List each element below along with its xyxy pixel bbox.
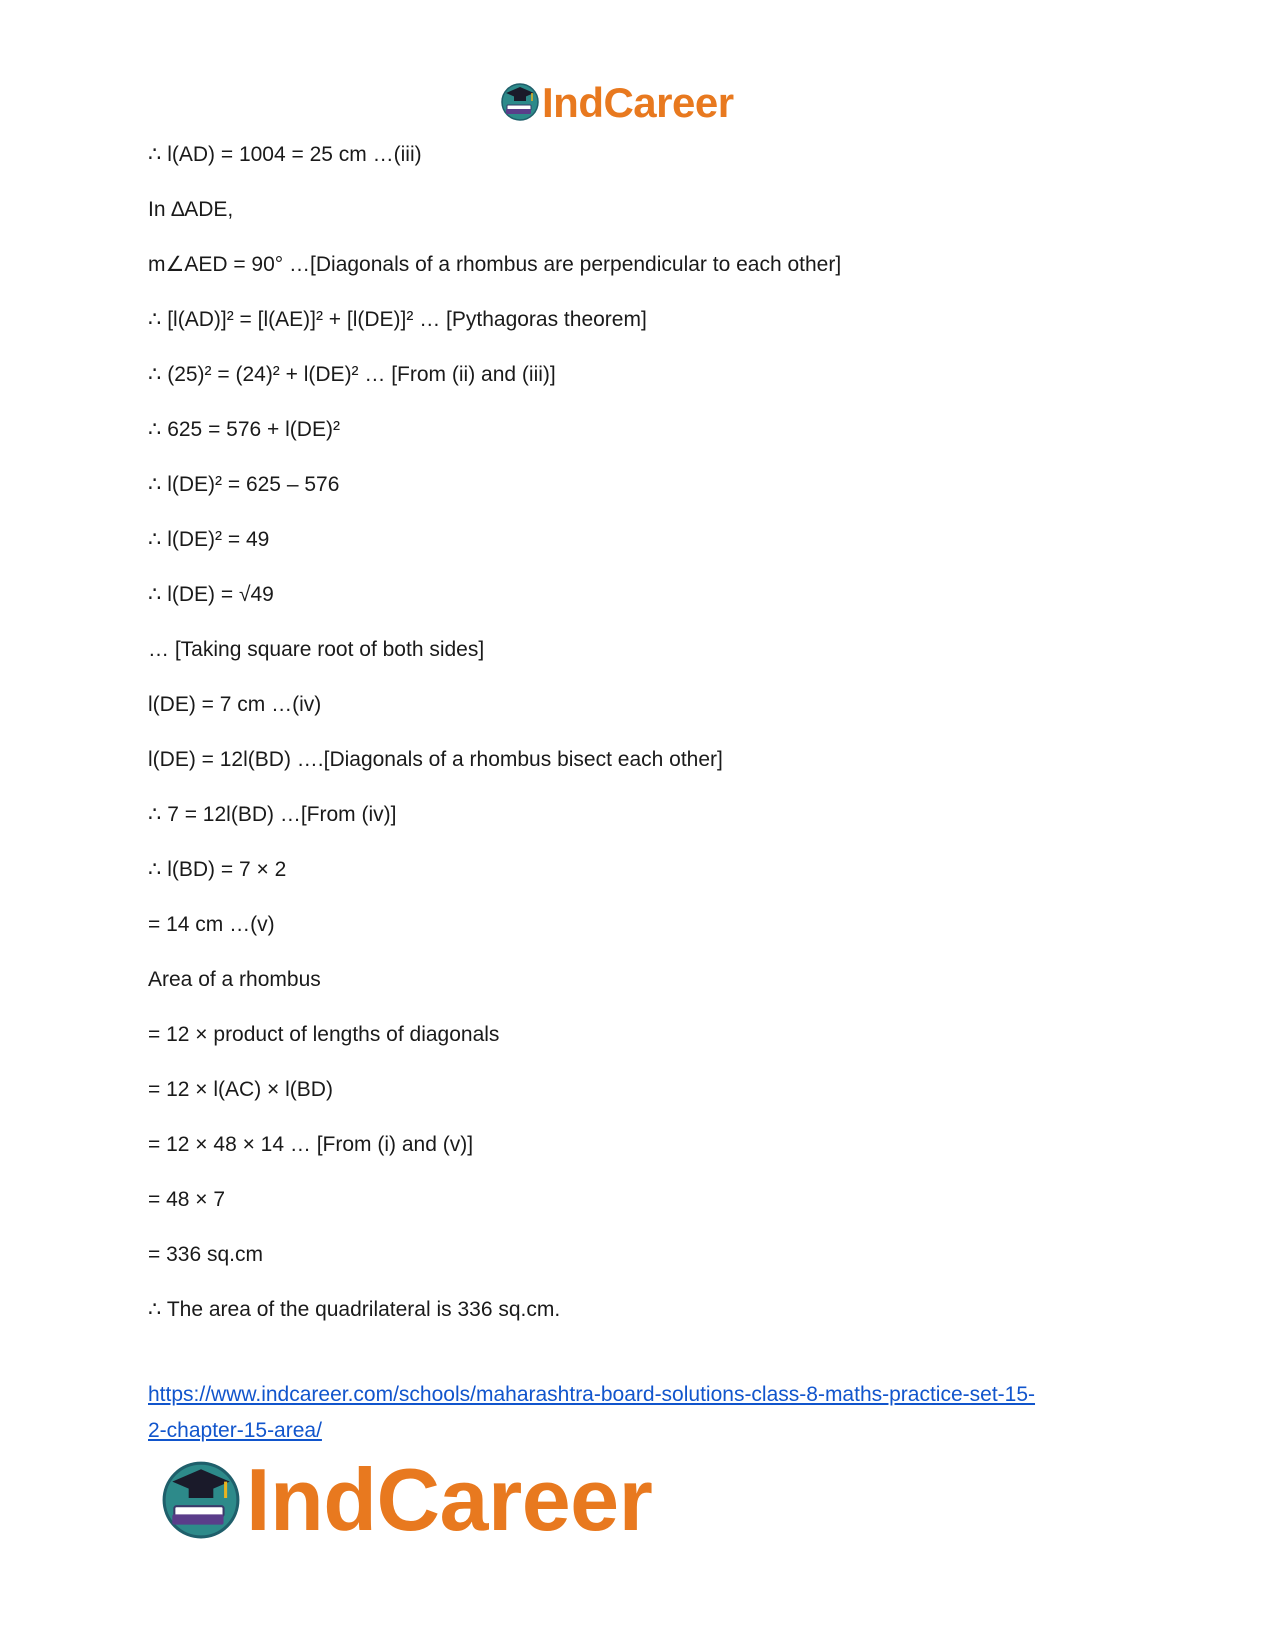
solution-line: ∴ l(AD) = 1004 = 25 cm …(iii) bbox=[148, 143, 422, 166]
solution-line: = 12 × 48 × 14 … [From (i) and (v)] bbox=[148, 1133, 474, 1156]
source-link-line-1: https://www.indcareer.com/schools/maharashtra-board-solutions-class-8-maths-practice-set-15- bbox=[148, 1383, 1036, 1406]
solution-line: In ∆ADE, bbox=[148, 198, 234, 221]
solution-line: Area of a rhombus bbox=[148, 968, 321, 991]
solution-line: ∴ 625 = 576 + l(DE)² bbox=[148, 418, 340, 441]
solution-line: ∴ l(DE)² = 49 bbox=[148, 528, 270, 551]
solution-line: = 12 × l(AC) × l(BD) bbox=[148, 1078, 333, 1101]
brand-wordmark: IndCareer bbox=[542, 79, 734, 126]
solution-line: = 12 × product of lengths of diagonals bbox=[148, 1023, 500, 1046]
source-link-block bbox=[148, 1377, 1128, 1449]
solution-line: = 48 × 7 bbox=[148, 1188, 226, 1211]
solution-line: ∴ l(DE) = √49 bbox=[148, 583, 274, 606]
header-logo bbox=[500, 80, 734, 126]
footer-logo bbox=[160, 1450, 653, 1549]
solution-line: ∴ 7 = 12l(BD) …[From (iv)] bbox=[148, 803, 397, 826]
solution-line: l(DE) = 7 cm …(iv) bbox=[148, 693, 322, 716]
solution-line: m∠AED = 90° …[Diagonals of a rhombus are perpendicular to each other] bbox=[148, 253, 842, 276]
source-link-line-2: 2-chapter-15-area/ bbox=[148, 1419, 322, 1442]
solution-line: ∴ [l(AD)]² = [l(AE)]² + [l(DE)]² … [Pythagoras theorem] bbox=[148, 308, 647, 331]
graduation-cap-book-icon bbox=[160, 1457, 242, 1544]
graduation-cap-book-icon bbox=[500, 81, 540, 126]
solution-line: ∴ l(DE)² = 625 – 576 bbox=[148, 473, 340, 496]
solution-line: ∴ l(BD) = 7 × 2 bbox=[148, 858, 287, 881]
solution-text bbox=[148, 143, 1148, 1353]
solution-line: … [Taking square root of both sides] bbox=[148, 638, 485, 661]
solution-line: = 14 cm …(v) bbox=[148, 913, 275, 936]
solution-line: = 336 sq.cm bbox=[148, 1243, 263, 1266]
source-link[interactable] bbox=[148, 1383, 1035, 1442]
solution-line: ∴ (25)² = (24)² + l(DE)² … [From (ii) and (iii)] bbox=[148, 363, 556, 386]
solution-line: ∴ The area of the quadrilateral is 336 sq.cm. bbox=[148, 1298, 561, 1321]
solution-line: l(DE) = 12l(BD) ….[Diagonals of a rhombus bisect each other] bbox=[148, 748, 723, 771]
brand-wordmark: IndCareer bbox=[246, 1450, 653, 1549]
